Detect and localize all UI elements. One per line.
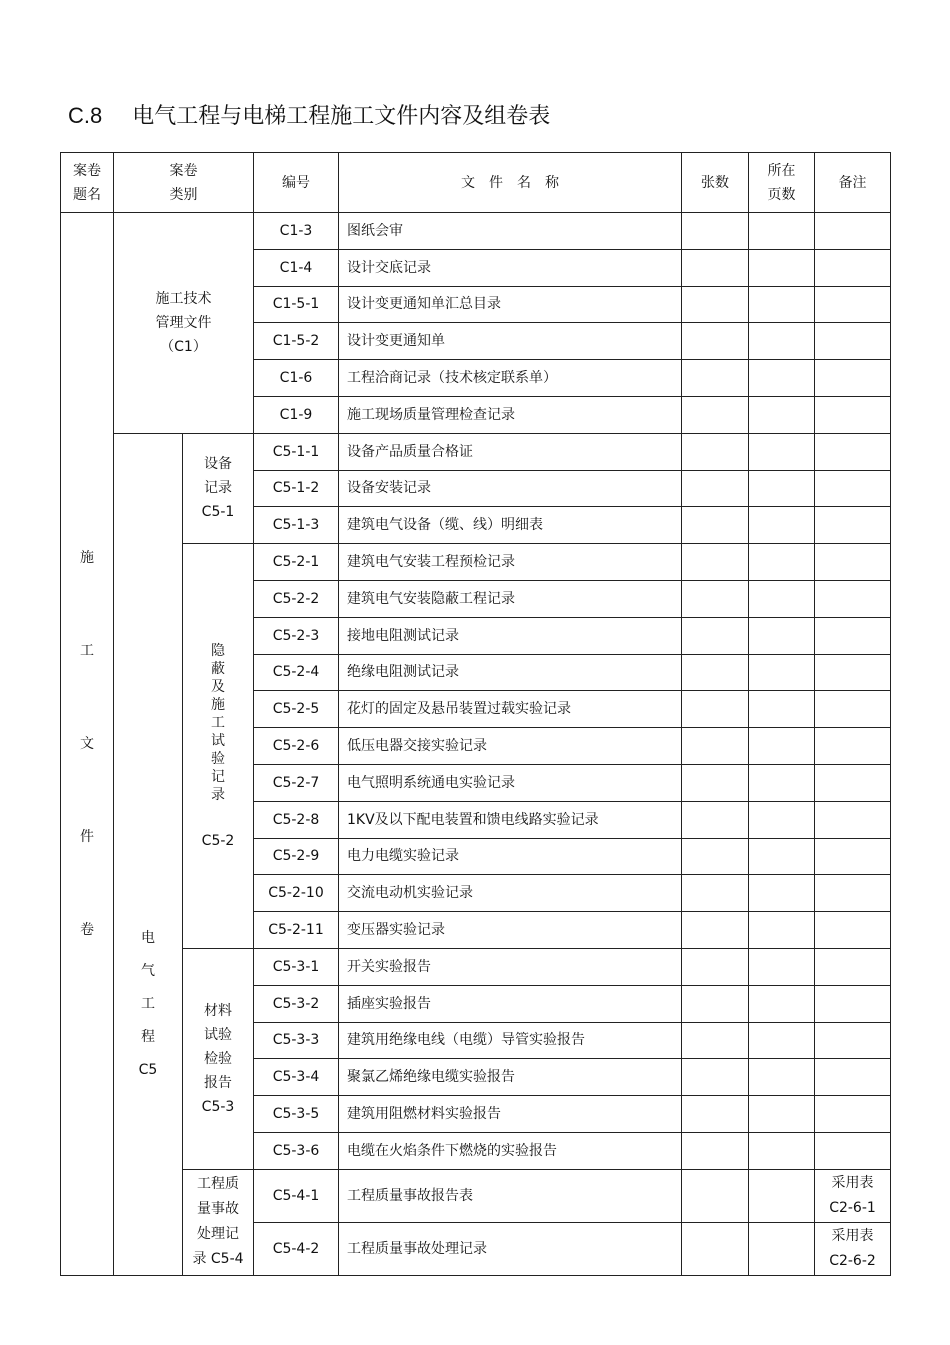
code-cell: C5-3-1	[254, 948, 339, 985]
file-name-cell: 接地电阻测试记录	[339, 617, 682, 654]
code-cell: C5-1-2	[254, 470, 339, 507]
table-row	[61, 948, 891, 985]
pages-cell	[749, 691, 815, 728]
sheets-cell	[682, 286, 749, 323]
remark-cell	[815, 838, 891, 875]
pages-cell	[749, 249, 815, 286]
header-remark: 备注	[815, 153, 891, 213]
file-volume-table	[60, 152, 891, 1276]
code-cell: C5-1-1	[254, 433, 339, 470]
file-name-cell: 交流电动机实验记录	[339, 875, 682, 912]
code-cell: C5-3-4	[254, 1059, 339, 1096]
file-name-cell: 电力电缆实验记录	[339, 838, 682, 875]
pages-cell	[749, 1169, 815, 1222]
code-cell: C5-2-5	[254, 691, 339, 728]
pages-cell	[749, 1096, 815, 1133]
sheets-cell	[682, 1022, 749, 1059]
remark-cell	[815, 654, 891, 691]
sheets-cell	[682, 728, 749, 765]
subcategory-c5-4-cell: 工程质 量事故 处理记 录 C5-4	[183, 1169, 254, 1275]
code-cell: C5-2-9	[254, 838, 339, 875]
header-file-name: 文 件 名 称	[339, 153, 682, 213]
file-name-cell: 绝缘电阻测试记录	[339, 654, 682, 691]
code-cell: C5-3-2	[254, 985, 339, 1022]
pages-cell	[749, 213, 815, 250]
sheets-cell	[682, 360, 749, 397]
remark-cell	[815, 249, 891, 286]
subcategory-c5-3-cell: 材料 试验 检验 报告 C5-3	[183, 948, 254, 1169]
remark-cell	[815, 433, 891, 470]
remark-cell	[815, 323, 891, 360]
category-c5-cell: 电 气 工 程 C5	[114, 433, 183, 1275]
code-cell: C5-2-3	[254, 617, 339, 654]
header-category: 案卷 类别	[114, 153, 254, 213]
code-cell: C1-9	[254, 396, 339, 433]
volume-name-cell: 施 工 文 件 卷	[61, 213, 114, 1276]
pages-cell	[749, 286, 815, 323]
remark-cell	[815, 544, 891, 581]
code-cell: C5-3-6	[254, 1132, 339, 1169]
remark-cell	[815, 875, 891, 912]
header-volume-name: 案卷 题名	[61, 153, 114, 213]
pages-cell	[749, 985, 815, 1022]
pages-cell	[749, 396, 815, 433]
file-name-cell: 建筑用绝缘电线（电缆）导管实验报告	[339, 1022, 682, 1059]
file-name-cell: 电气照明系统通电实验记录	[339, 764, 682, 801]
table-row	[61, 1169, 891, 1222]
file-name-cell: 设计交底记录	[339, 249, 682, 286]
sheets-cell	[682, 249, 749, 286]
remark-cell	[815, 213, 891, 250]
sheets-cell	[682, 507, 749, 544]
pages-cell	[749, 654, 815, 691]
file-name-cell: 花灯的固定及悬吊装置过载实验记录	[339, 691, 682, 728]
file-name-cell: 建筑电气安装工程预检记录	[339, 544, 682, 581]
section-number: C.8	[68, 103, 103, 128]
page-title	[68, 100, 550, 133]
sheets-cell	[682, 213, 749, 250]
remark-cell	[815, 580, 891, 617]
pages-cell	[749, 1222, 815, 1275]
file-name-cell: 建筑电气安装隐蔽工程记录	[339, 580, 682, 617]
file-name-cell: 设备安装记录	[339, 470, 682, 507]
pages-cell	[749, 360, 815, 397]
file-name-cell: 1KV及以下配电装置和馈电线路实验记录	[339, 801, 682, 838]
code-cell: C1-6	[254, 360, 339, 397]
code-cell: C1-4	[254, 249, 339, 286]
sheets-cell	[682, 985, 749, 1022]
remark-cell	[815, 764, 891, 801]
sheets-cell	[682, 580, 749, 617]
remark-cell	[815, 1096, 891, 1133]
code-cell: C1-5-2	[254, 323, 339, 360]
pages-cell	[749, 912, 815, 949]
pages-cell	[749, 323, 815, 360]
sheets-cell	[682, 1096, 749, 1133]
pages-cell	[749, 433, 815, 470]
pages-cell	[749, 470, 815, 507]
code-cell: C5-2-2	[254, 580, 339, 617]
pages-cell	[749, 544, 815, 581]
pages-cell	[749, 507, 815, 544]
remark-cell	[815, 1132, 891, 1169]
code-cell: C5-1-3	[254, 507, 339, 544]
file-name-cell: 工程洽商记录（技术核定联系单）	[339, 360, 682, 397]
sheets-cell	[682, 470, 749, 507]
pages-cell	[749, 948, 815, 985]
sheets-cell	[682, 691, 749, 728]
sheets-cell	[682, 433, 749, 470]
file-name-cell: 设备产品质量合格证	[339, 433, 682, 470]
file-name-cell: 低压电器交接实验记录	[339, 728, 682, 765]
remark-cell: 采用表 C2-6-1	[815, 1169, 891, 1222]
code-cell: C5-2-8	[254, 801, 339, 838]
remark-cell	[815, 1022, 891, 1059]
sheets-cell	[682, 323, 749, 360]
remark-cell	[815, 1059, 891, 1096]
pages-cell	[749, 728, 815, 765]
header-pages: 所在 页数	[749, 153, 815, 213]
file-name-cell: 变压器实验记录	[339, 912, 682, 949]
file-name-cell: 工程质量事故报告表	[339, 1169, 682, 1222]
sheets-cell	[682, 948, 749, 985]
category-c1-cell: 施工技术 管理文件 （C1）	[114, 213, 254, 434]
code-cell: C1-5-1	[254, 286, 339, 323]
subcategory-c5-1-cell: 设备 记录 C5-1	[183, 433, 254, 543]
remark-cell	[815, 360, 891, 397]
code-cell: C5-2-11	[254, 912, 339, 949]
header-sheets: 张数	[682, 153, 749, 213]
remark-cell	[815, 286, 891, 323]
remark-cell	[815, 691, 891, 728]
pages-cell	[749, 1059, 815, 1096]
file-name-cell: 设计变更通知单汇总目录	[339, 286, 682, 323]
pages-cell	[749, 1022, 815, 1059]
file-name-cell: 电缆在火焰条件下燃烧的实验报告	[339, 1132, 682, 1169]
code-cell: C5-2-6	[254, 728, 339, 765]
code-cell: C5-2-10	[254, 875, 339, 912]
file-name-cell: 建筑电气设备（缆、线）明细表	[339, 507, 682, 544]
pages-cell	[749, 764, 815, 801]
remark-cell	[815, 912, 891, 949]
code-cell: C5-4-1	[254, 1169, 339, 1222]
code-cell: C1-3	[254, 213, 339, 250]
code-cell: C5-4-2	[254, 1222, 339, 1275]
sheets-cell	[682, 654, 749, 691]
header-row	[61, 153, 891, 213]
pages-cell	[749, 838, 815, 875]
sheets-cell	[682, 875, 749, 912]
remark-cell	[815, 948, 891, 985]
file-name-cell: 工程质量事故处理记录	[339, 1222, 682, 1275]
remark-cell	[815, 801, 891, 838]
table-row	[61, 213, 891, 250]
sheets-cell	[682, 544, 749, 581]
pages-cell	[749, 1132, 815, 1169]
sheets-cell	[682, 1222, 749, 1275]
sheets-cell	[682, 396, 749, 433]
code-cell: C5-3-3	[254, 1022, 339, 1059]
code-cell: C5-2-4	[254, 654, 339, 691]
remark-cell	[815, 396, 891, 433]
sheets-cell	[682, 912, 749, 949]
table-row	[61, 544, 891, 581]
file-name-cell: 施工现场质量管理检查记录	[339, 396, 682, 433]
sheets-cell	[682, 1169, 749, 1222]
sheets-cell	[682, 1132, 749, 1169]
sheets-cell	[682, 764, 749, 801]
pages-cell	[749, 875, 815, 912]
header-code: 编号	[254, 153, 339, 213]
remark-cell	[815, 985, 891, 1022]
remark-cell	[815, 470, 891, 507]
subcategory-c5-2-cell: 隐 蔽 及 施 工 试 验 记 录 C5-2	[183, 544, 254, 949]
file-name-cell: 设计变更通知单	[339, 323, 682, 360]
file-name-cell: 插座实验报告	[339, 985, 682, 1022]
file-name-cell: 开关实验报告	[339, 948, 682, 985]
pages-cell	[749, 801, 815, 838]
sheets-cell	[682, 801, 749, 838]
code-cell: C5-2-1	[254, 544, 339, 581]
remark-cell: 采用表 C2-6-2	[815, 1222, 891, 1275]
file-name-cell: 图纸会审	[339, 213, 682, 250]
file-name-cell: 建筑用阻燃材料实验报告	[339, 1096, 682, 1133]
pages-cell	[749, 580, 815, 617]
remark-cell	[815, 617, 891, 654]
code-cell: C5-3-5	[254, 1096, 339, 1133]
file-name-cell: 聚氯乙烯绝缘电缆实验报告	[339, 1059, 682, 1096]
remark-cell	[815, 728, 891, 765]
remark-cell	[815, 507, 891, 544]
sheets-cell	[682, 1059, 749, 1096]
section-title: 电气工程与电梯工程施工文件内容及组卷表	[132, 104, 551, 129]
sheets-cell	[682, 617, 749, 654]
sheets-cell	[682, 838, 749, 875]
pages-cell	[749, 617, 815, 654]
table-row	[61, 433, 891, 470]
code-cell: C5-2-7	[254, 764, 339, 801]
